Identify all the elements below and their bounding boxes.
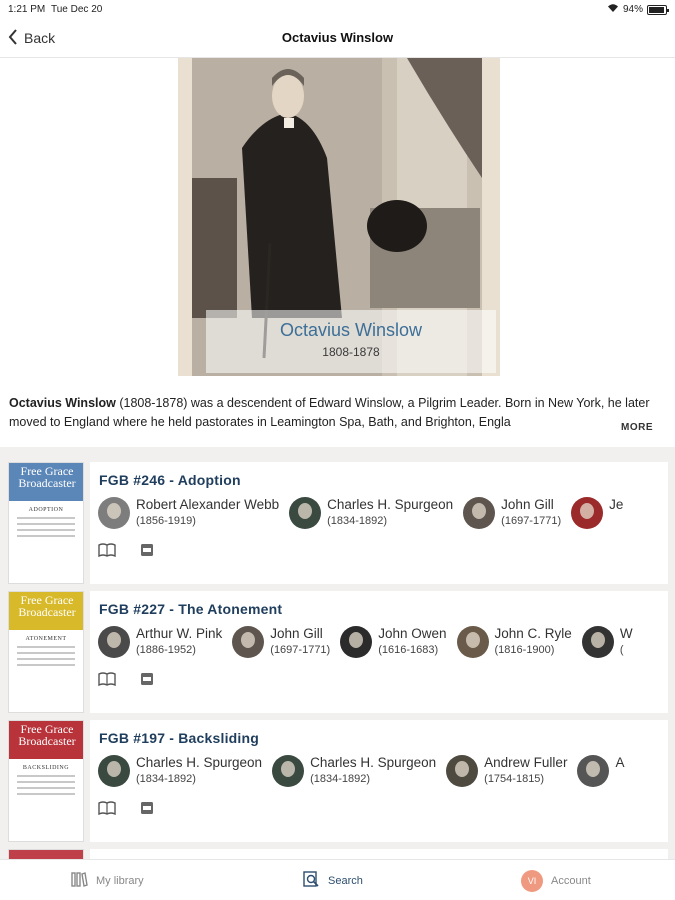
author-name: John Gill <box>270 626 323 641</box>
collection-card[interactable] <box>8 720 668 842</box>
card-actions <box>98 542 156 558</box>
author-avatar <box>272 755 304 787</box>
author-dates: (1816-1900) <box>494 644 555 656</box>
author-dates: (1616-1683) <box>378 644 439 656</box>
tab-label: Search <box>328 874 363 887</box>
tab-label: Account <box>551 875 591 887</box>
hero-author-name: Octavius Winslow <box>279 320 423 340</box>
author-avatar <box>571 497 603 529</box>
author-chip[interactable] <box>340 626 446 658</box>
collection-list[interactable] <box>0 447 675 859</box>
collection-card-body[interactable] <box>90 462 668 584</box>
author-chip[interactable] <box>571 497 623 529</box>
collection-card-body[interactable] <box>90 720 668 842</box>
author-avatar <box>457 626 489 658</box>
hero-author-dates: 1808-1878 <box>322 345 380 359</box>
author-name: Charles H. Spurgeon <box>136 755 263 770</box>
author-row <box>98 497 623 529</box>
author-row <box>98 626 633 658</box>
hero-caption <box>206 310 496 373</box>
author-dates: (1856-1919) <box>136 515 196 527</box>
author-chip[interactable] <box>446 755 567 787</box>
collection-title[interactable]: FGB #246 - Adoption <box>99 472 241 488</box>
author-dates: (1697-1771) <box>501 515 562 527</box>
author-avatar <box>577 755 609 787</box>
account-avatar: VI <box>521 870 543 892</box>
author-name: Andrew Fuller <box>484 755 568 770</box>
library-icon <box>70 870 88 891</box>
cover-topic: ATONEMENT <box>25 636 67 642</box>
status-bar <box>0 0 675 20</box>
author-chip[interactable] <box>457 626 572 658</box>
author-name: John C. Ryle <box>494 626 572 641</box>
collection-card-body[interactable] <box>90 591 668 713</box>
author-chip[interactable] <box>272 755 436 787</box>
author-avatar <box>98 626 130 658</box>
author-chip[interactable] <box>289 497 453 529</box>
author-name: Robert Alexander Webb <box>136 497 280 512</box>
author-dates: (1754-1815) <box>484 773 545 785</box>
author-portrait <box>178 58 500 376</box>
author-chip[interactable] <box>98 626 222 658</box>
nav-bar <box>0 20 675 58</box>
author-name: Charles H. Spurgeon <box>310 755 437 770</box>
tab-search[interactable] <box>302 870 363 891</box>
cover-topic: ADOPTION <box>28 507 64 513</box>
cover-band <box>9 463 83 501</box>
author-chip[interactable] <box>582 626 633 658</box>
author-name: W <box>619 626 633 641</box>
author-dates: (1834-1892) <box>310 773 371 785</box>
author-name: John Gill <box>501 497 554 512</box>
page-title: Octavius Winslow <box>281 30 394 45</box>
collection-cover <box>8 591 84 713</box>
cover-topic: BACKSLIDING <box>22 765 70 771</box>
author-row <box>98 755 624 787</box>
collection-title[interactable]: FGB #227 - The Atonement <box>99 601 283 617</box>
book-icon[interactable] <box>98 542 116 558</box>
more-button[interactable]: MORE <box>608 416 666 438</box>
battery-percent: 94% <box>622 4 643 15</box>
author-dates: (1834-1892) <box>136 773 196 785</box>
author-chip[interactable] <box>577 755 624 787</box>
tab-label: My library <box>96 874 144 887</box>
bio-author-name: Octavius Winslow <box>9 396 116 410</box>
tab-my-library[interactable] <box>70 870 144 891</box>
author-avatar <box>289 497 321 529</box>
author-name: John Owen <box>378 626 447 641</box>
status-time: 1:21 PM <box>8 4 46 15</box>
author-hero <box>0 58 675 378</box>
author-chip[interactable] <box>232 626 330 658</box>
collection-card[interactable] <box>8 591 668 713</box>
author-chip[interactable] <box>98 497 279 529</box>
author-avatar <box>463 497 495 529</box>
pdf-icon[interactable] <box>138 542 156 558</box>
author-name: Je <box>609 497 624 512</box>
card-actions <box>98 800 156 816</box>
collection-card[interactable] <box>8 462 668 584</box>
book-icon[interactable] <box>98 800 116 816</box>
book-icon[interactable] <box>98 671 116 687</box>
pdf-icon[interactable] <box>138 800 156 816</box>
author-bio <box>9 394 665 434</box>
collection-card[interactable] <box>8 849 668 859</box>
back-label: Back <box>24 30 56 46</box>
tab-account[interactable] <box>521 870 591 892</box>
author-dates: (1697-1771) <box>270 644 331 656</box>
author-avatar <box>582 626 614 658</box>
author-avatar <box>446 755 478 787</box>
author-chip[interactable] <box>463 497 561 529</box>
author-avatar <box>232 626 264 658</box>
search-icon <box>302 870 320 891</box>
cover-brand: Free Grace Broadcaster <box>18 593 76 619</box>
author-name: Arthur W. Pink <box>136 626 223 641</box>
author-name: A <box>615 755 625 770</box>
collection-card-body[interactable] <box>90 849 668 859</box>
cover-brand: Free Grace Broadcaster <box>18 464 76 490</box>
author-dates: (1834-1892) <box>327 515 388 527</box>
cover-band <box>9 721 83 759</box>
collection-cover <box>8 462 84 584</box>
author-dates: (1886-1952) <box>136 644 196 656</box>
bio-text: (1808-1878) was a descendent of Edward Winslow, a Pilgrim Leader. Born in New York, he later moved to England where he held pastorates in Leamington Spa, Bath, and Brighton, Engla <box>9 396 650 429</box>
collection-title[interactable]: FGB #197 - Backsliding <box>99 730 260 746</box>
collection-cover <box>8 849 84 859</box>
author-avatar <box>340 626 372 658</box>
author-dates: ( <box>619 644 624 656</box>
author-name: Charles H. Spurgeon <box>327 497 454 512</box>
pdf-icon[interactable] <box>138 671 156 687</box>
author-avatar <box>98 497 130 529</box>
cover-band <box>9 592 83 630</box>
cover-brand: Free Grace Broadcaster <box>18 722 76 748</box>
status-right <box>607 3 667 16</box>
card-actions <box>98 671 156 687</box>
status-date: Tue Dec 20 <box>51 4 103 15</box>
author-avatar <box>98 755 130 787</box>
tab-bar <box>0 859 675 900</box>
battery-icon <box>647 5 667 15</box>
collection-cover <box>8 720 84 842</box>
author-chip[interactable] <box>98 755 262 787</box>
wifi-icon <box>607 3 619 16</box>
